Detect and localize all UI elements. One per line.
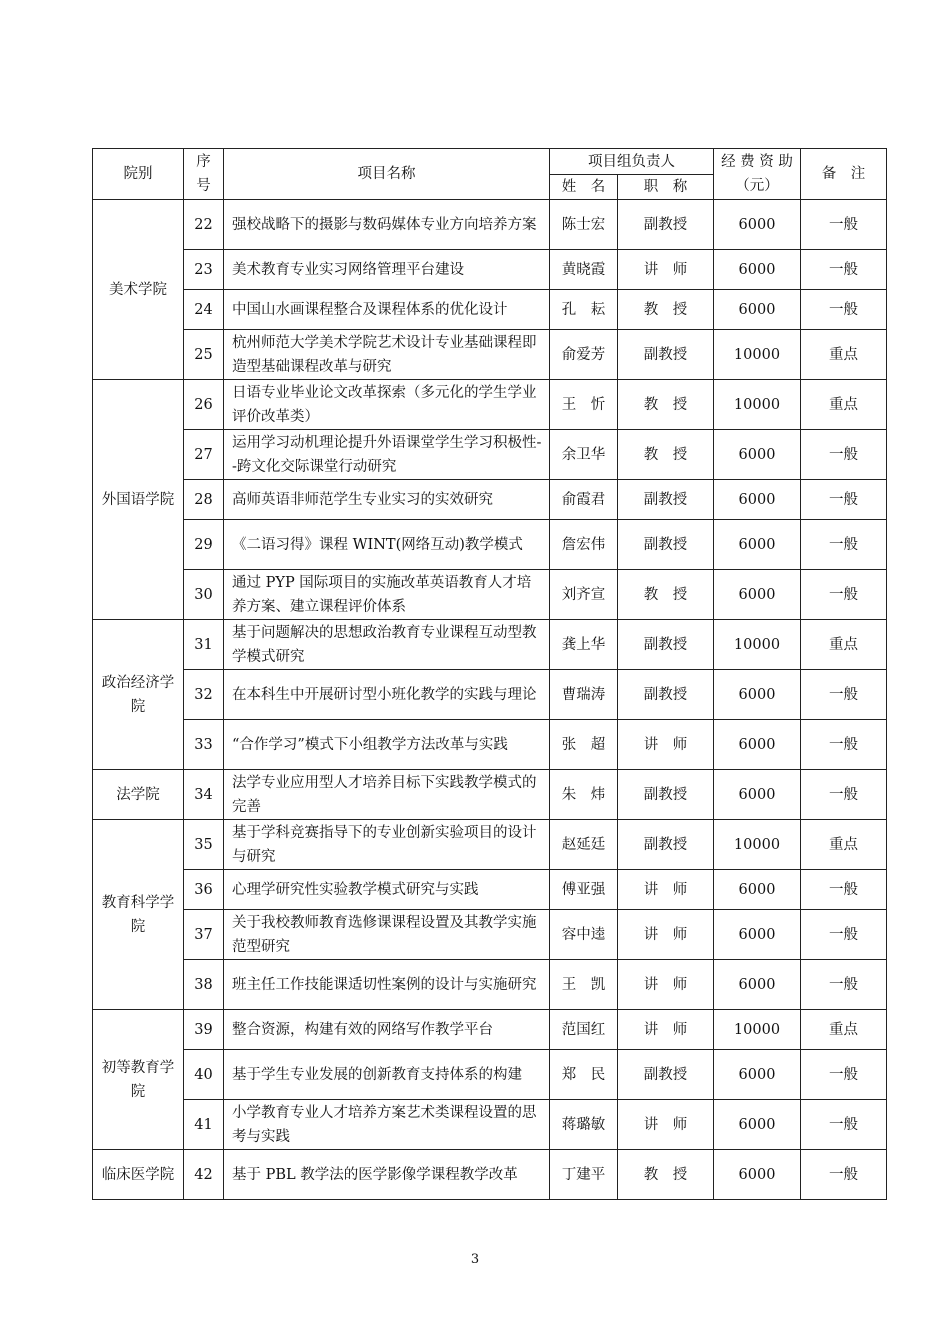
- remark-cell: 一般: [801, 430, 887, 480]
- project-name-cell: 法学专业应用型人才培养目标下实践教学模式的完善: [224, 770, 550, 820]
- leader-title-cell: 教 授: [618, 430, 714, 480]
- project-name-cell: 整合资源，构建有效的网络写作教学平台: [224, 1010, 550, 1050]
- remark-cell: 一般: [801, 770, 887, 820]
- leader-name-cell: 王 忻: [550, 380, 618, 430]
- seq-cell: 37: [184, 910, 224, 960]
- remark-cell: 一般: [801, 520, 887, 570]
- leader-name-cell: 曹瑞涛: [550, 670, 618, 720]
- leader-name-cell: 郑 民: [550, 1050, 618, 1100]
- leader-name-cell: 范国红: [550, 1010, 618, 1050]
- table-row: [93, 620, 887, 670]
- project-name-cell: 中国山水画课程整合及课程体系的优化设计: [224, 290, 550, 330]
- remark-cell: 重点: [801, 1010, 887, 1050]
- funding-cell: 6000: [714, 200, 801, 250]
- seq-cell: 23: [184, 250, 224, 290]
- leader-title-cell: 副教授: [618, 620, 714, 670]
- leader-name-cell: 俞爱芳: [550, 330, 618, 380]
- college-cell: 外国语学院: [93, 380, 184, 620]
- leader-name-cell: 刘齐宣: [550, 570, 618, 620]
- funding-cell: 6000: [714, 770, 801, 820]
- project-name-cell: 日语专业毕业论文改革探索（多元化的学生学业评价改革类）: [224, 380, 550, 430]
- seq-cell: 33: [184, 720, 224, 770]
- seq-cell: 42: [184, 1150, 224, 1200]
- header-leader-group: 项目组负责人: [550, 149, 714, 175]
- leader-title-cell: 副教授: [618, 520, 714, 570]
- college-cell: 临床医学院: [93, 1150, 184, 1200]
- project-table: [92, 148, 887, 1200]
- table-row: [93, 910, 887, 960]
- header-college: 院别: [93, 149, 184, 200]
- table-row: [93, 870, 887, 910]
- table-row: [93, 1010, 887, 1050]
- table-row: [93, 770, 887, 820]
- table-row: [93, 250, 887, 290]
- leader-name-cell: 龚上华: [550, 620, 618, 670]
- page-number: 3: [470, 1252, 480, 1267]
- seq-cell: 27: [184, 430, 224, 480]
- leader-name-cell: 张 超: [550, 720, 618, 770]
- leader-name-cell: 俞霞君: [550, 480, 618, 520]
- project-name-cell: 关于我校教师教育选修课课程设置及其教学实施范型研究: [224, 910, 550, 960]
- table-row: [93, 290, 887, 330]
- seq-cell: 26: [184, 380, 224, 430]
- table-row: [93, 670, 887, 720]
- funding-cell: 6000: [714, 1150, 801, 1200]
- funding-cell: 10000: [714, 620, 801, 670]
- leader-name-cell: 傅亚强: [550, 870, 618, 910]
- leader-title-cell: 副教授: [618, 820, 714, 870]
- leader-name-cell: 黄晓霞: [550, 250, 618, 290]
- leader-title-cell: 教 授: [618, 380, 714, 430]
- leader-title-cell: 讲 师: [618, 960, 714, 1010]
- remark-cell: 一般: [801, 290, 887, 330]
- table-body: [93, 200, 887, 1200]
- remark-cell: 一般: [801, 1150, 887, 1200]
- table-row: [93, 480, 887, 520]
- project-name-cell: 基于学生专业发展的创新教育支持体系的构建: [224, 1050, 550, 1100]
- project-name-cell: 高师英语非师范学生专业实习的实效研究: [224, 480, 550, 520]
- leader-title-cell: 讲 师: [618, 1010, 714, 1050]
- college-cell: 政治经济学院: [93, 620, 184, 770]
- funding-cell: 6000: [714, 570, 801, 620]
- funding-cell: 6000: [714, 480, 801, 520]
- leader-title-cell: 教 授: [618, 290, 714, 330]
- seq-cell: 35: [184, 820, 224, 870]
- leader-name-cell: 王 凯: [550, 960, 618, 1010]
- table-row: [93, 1050, 887, 1100]
- header-project-name: 项目名称: [224, 149, 550, 200]
- seq-cell: 24: [184, 290, 224, 330]
- table-row: [93, 380, 887, 430]
- remark-cell: 一般: [801, 1100, 887, 1150]
- table-row: [93, 1150, 887, 1200]
- remark-cell: 一般: [801, 870, 887, 910]
- leader-title-cell: 副教授: [618, 200, 714, 250]
- remark-cell: 一般: [801, 570, 887, 620]
- leader-name-cell: 朱 炜: [550, 770, 618, 820]
- project-name-cell: 美术教育专业实习网络管理平台建设: [224, 250, 550, 290]
- funding-cell: 6000: [714, 720, 801, 770]
- leader-title-cell: 讲 师: [618, 910, 714, 960]
- header-seq-line2: 号: [196, 178, 211, 194]
- remark-cell: 一般: [801, 200, 887, 250]
- table-row: [93, 960, 887, 1010]
- remark-cell: 一般: [801, 670, 887, 720]
- seq-cell: 38: [184, 960, 224, 1010]
- project-name-cell: 在本科生中开展研讨型小班化教学的实践与理论: [224, 670, 550, 720]
- header-remark: 备 注: [801, 149, 887, 200]
- remark-cell: 一般: [801, 910, 887, 960]
- college-cell: 教育科学学院: [93, 820, 184, 1010]
- header-leader-title: 职 称: [618, 175, 714, 200]
- funding-cell: 10000: [714, 1010, 801, 1050]
- header-leader-name: 姓 名: [550, 175, 618, 200]
- remark-cell: 重点: [801, 330, 887, 380]
- seq-cell: 25: [184, 330, 224, 380]
- table-row: [93, 720, 887, 770]
- seq-cell: 31: [184, 620, 224, 670]
- leader-title-cell: 教 授: [618, 570, 714, 620]
- project-name-cell: 班主任工作技能课适切性案例的设计与实施研究: [224, 960, 550, 1010]
- remark-cell: 一般: [801, 1050, 887, 1100]
- remark-cell: 重点: [801, 820, 887, 870]
- table-row: [93, 820, 887, 870]
- funding-cell: 6000: [714, 250, 801, 290]
- table-row: [93, 330, 887, 380]
- funding-cell: 6000: [714, 670, 801, 720]
- funding-cell: 10000: [714, 820, 801, 870]
- project-name-cell: 基于问题解决的思想政治教育专业课程互动型教学模式研究: [224, 620, 550, 670]
- seq-cell: 30: [184, 570, 224, 620]
- remark-cell: 重点: [801, 620, 887, 670]
- seq-cell: 40: [184, 1050, 224, 1100]
- funding-cell: 10000: [714, 380, 801, 430]
- funding-cell: 6000: [714, 290, 801, 330]
- table-row: [93, 1100, 887, 1150]
- seq-cell: 34: [184, 770, 224, 820]
- seq-cell: 41: [184, 1100, 224, 1150]
- project-name-cell: 《二语习得》课程 WINT(网络互动)教学模式: [224, 520, 550, 570]
- leader-title-cell: 副教授: [618, 770, 714, 820]
- college-cell: 初等教育学院: [93, 1010, 184, 1150]
- funding-cell: 6000: [714, 870, 801, 910]
- funding-cell: 6000: [714, 430, 801, 480]
- leader-title-cell: 讲 师: [618, 1100, 714, 1150]
- table-row: [93, 430, 887, 480]
- project-name-cell: 基于学科竞赛指导下的专业创新实验项目的设计与研究: [224, 820, 550, 870]
- project-name-cell: 小学教育专业人才培养方案艺术类课程设置的思考与实践: [224, 1100, 550, 1150]
- leader-title-cell: 教 授: [618, 1150, 714, 1200]
- remark-cell: 一般: [801, 250, 887, 290]
- header-funding-line2: （元）: [735, 178, 779, 194]
- seq-cell: 32: [184, 670, 224, 720]
- table-row: [93, 520, 887, 570]
- remark-cell: 一般: [801, 480, 887, 520]
- leader-title-cell: 副教授: [618, 1050, 714, 1100]
- table-row: [93, 200, 887, 250]
- header-seq: [184, 149, 224, 200]
- header-funding-line1: 经 费 资 助: [721, 154, 793, 170]
- leader-title-cell: 副教授: [618, 330, 714, 380]
- funding-cell: 6000: [714, 520, 801, 570]
- funding-cell: 6000: [714, 1100, 801, 1150]
- project-name-cell: 强校战略下的摄影与数码媒体专业方向培养方案: [224, 200, 550, 250]
- seq-cell: 22: [184, 200, 224, 250]
- project-name-cell: “合作学习”模式下小组教学方法改革与实践: [224, 720, 550, 770]
- project-name-cell: 通过 PYP 国际项目的实施改革英语教育人才培养方案、建立课程评价体系: [224, 570, 550, 620]
- college-cell: 法学院: [93, 770, 184, 820]
- leader-name-cell: 容中逵: [550, 910, 618, 960]
- project-name-cell: 杭州师范大学美术学院艺术设计专业基础课程即造型基础课程改革与研究: [224, 330, 550, 380]
- seq-cell: 29: [184, 520, 224, 570]
- college-cell: 美术学院: [93, 200, 184, 380]
- remark-cell: 一般: [801, 960, 887, 1010]
- seq-cell: 39: [184, 1010, 224, 1050]
- leader-name-cell: 蒋璐敏: [550, 1100, 618, 1150]
- funding-cell: 6000: [714, 1050, 801, 1100]
- funding-cell: 6000: [714, 910, 801, 960]
- project-name-cell: 运用学习动机理论提升外语课堂学生学习积极性--跨文化交际课堂行动研究: [224, 430, 550, 480]
- leader-name-cell: 陈士宏: [550, 200, 618, 250]
- leader-name-cell: 余卫华: [550, 430, 618, 480]
- seq-cell: 28: [184, 480, 224, 520]
- remark-cell: 一般: [801, 720, 887, 770]
- table-row: [93, 570, 887, 620]
- remark-cell: 重点: [801, 380, 887, 430]
- leader-name-cell: 赵延廷: [550, 820, 618, 870]
- leader-name-cell: 孔 耘: [550, 290, 618, 330]
- project-name-cell: 心理学研究性实验教学模式研究与实践: [224, 870, 550, 910]
- leader-title-cell: 副教授: [618, 670, 714, 720]
- leader-title-cell: 讲 师: [618, 250, 714, 290]
- seq-cell: 36: [184, 870, 224, 910]
- project-name-cell: 基于 PBL 教学法的医学影像学课程教学改革: [224, 1150, 550, 1200]
- leader-name-cell: 詹宏伟: [550, 520, 618, 570]
- leader-title-cell: 副教授: [618, 480, 714, 520]
- leader-title-cell: 讲 师: [618, 870, 714, 910]
- funding-cell: 6000: [714, 960, 801, 1010]
- header-funding: [714, 149, 801, 200]
- header-seq-line1: 序: [196, 154, 211, 170]
- funding-cell: 10000: [714, 330, 801, 380]
- leader-name-cell: 丁建平: [550, 1150, 618, 1200]
- leader-title-cell: 讲 师: [618, 720, 714, 770]
